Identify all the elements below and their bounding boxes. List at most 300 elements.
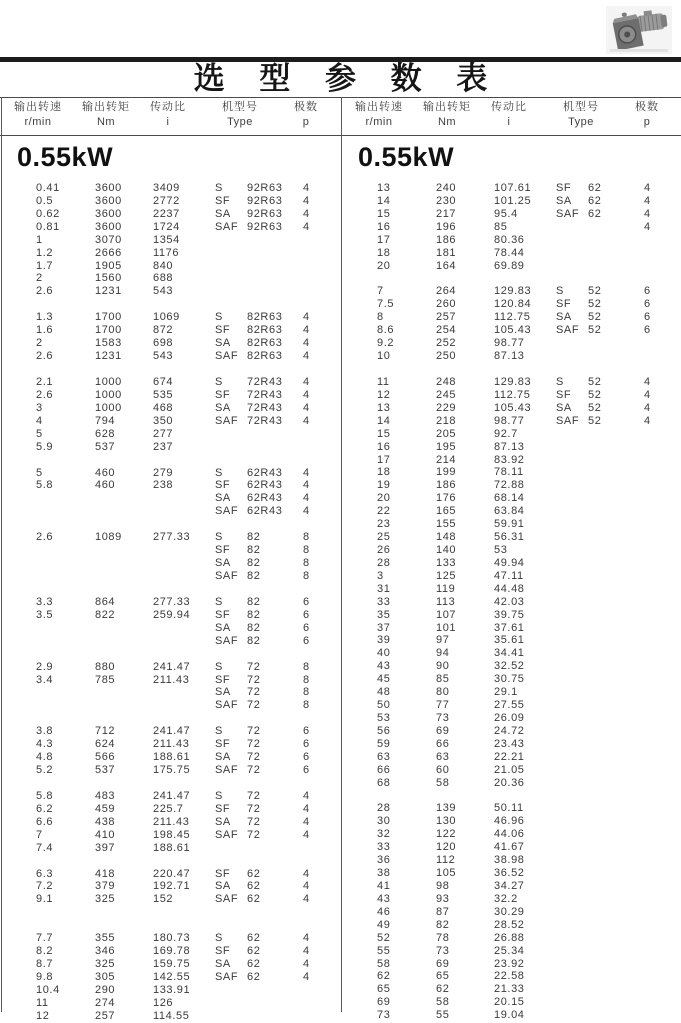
cell-torque: 864 bbox=[95, 595, 116, 608]
cell-speed: 41 bbox=[377, 880, 391, 893]
cell-speed: 8.6 bbox=[377, 324, 395, 337]
cell-speed: 19 bbox=[377, 479, 391, 492]
cell-type-prefix: S bbox=[215, 375, 223, 388]
cell-type-prefix: SAF bbox=[215, 220, 239, 233]
cell-type-model bbox=[588, 777, 644, 790]
cell-torque: 97 bbox=[436, 634, 450, 647]
table-row bbox=[0, 182, 341, 195]
cell-speed: 2.6 bbox=[36, 531, 54, 544]
cell-type-prefix: SA bbox=[215, 401, 231, 414]
cell-speed: 45 bbox=[377, 673, 391, 686]
cell-ratio: 259.94 bbox=[153, 608, 191, 621]
cell-speed: 18 bbox=[377, 466, 391, 479]
cell-speed: 5.8 bbox=[36, 789, 54, 802]
cell-speed: 17 bbox=[377, 453, 391, 466]
cell-type-model bbox=[588, 880, 644, 893]
cell-torque: 1583 bbox=[95, 337, 122, 350]
cell-torque: 257 bbox=[436, 311, 457, 324]
cell-type-model: 52 bbox=[588, 388, 602, 401]
table-row bbox=[0, 479, 341, 492]
cell-ratio: 2772 bbox=[153, 194, 180, 207]
cell-speed: 59 bbox=[377, 737, 391, 750]
cell-type-prefix: SF bbox=[215, 673, 231, 686]
cell-type-model: 82R63 bbox=[247, 324, 283, 337]
cell-type-model: 72 bbox=[247, 686, 261, 699]
cell-type-prefix: SA bbox=[556, 401, 572, 414]
cell-poles bbox=[644, 919, 674, 932]
cell-type-prefix bbox=[215, 272, 247, 285]
cell-poles bbox=[644, 777, 674, 790]
cell-torque: 120 bbox=[436, 841, 457, 854]
cell-torque: 181 bbox=[436, 246, 457, 259]
cell-poles bbox=[644, 634, 674, 647]
cell-speed: 3.5 bbox=[36, 608, 54, 621]
cell-speed: 15 bbox=[377, 427, 391, 440]
data-block bbox=[0, 661, 341, 713]
cell-poles bbox=[644, 441, 674, 454]
cell-type-model bbox=[588, 428, 644, 441]
table-row bbox=[341, 208, 681, 221]
cell-speed: 16 bbox=[377, 440, 391, 453]
table-row bbox=[341, 609, 681, 622]
cell-type-model: 62R43 bbox=[247, 466, 283, 479]
table-row bbox=[0, 311, 341, 324]
cell-type-model bbox=[588, 505, 644, 518]
cell-type-prefix bbox=[556, 764, 588, 777]
cell-type-model: 62 bbox=[247, 958, 261, 971]
cell-torque: 248 bbox=[436, 375, 457, 388]
cell-torque: 112 bbox=[436, 854, 456, 867]
cell-ratio: 26.09 bbox=[494, 711, 525, 724]
cell-speed: 7.2 bbox=[36, 880, 54, 893]
data-blocks bbox=[0, 174, 341, 1023]
cell-ratio: 25.34 bbox=[494, 944, 525, 957]
cell-torque: 230 bbox=[436, 194, 457, 207]
cell-speed bbox=[36, 622, 95, 635]
cell-torque: 1000 bbox=[95, 401, 122, 414]
cell-ratio: 241.47 bbox=[153, 789, 191, 802]
cell-type-prefix: SA bbox=[215, 751, 231, 764]
col-torque-label: 输出转矩 bbox=[423, 101, 471, 113]
cell-torque: 245 bbox=[436, 388, 457, 401]
col-torque-label: 输出转矩 bbox=[82, 101, 130, 113]
cell-speed: 6.2 bbox=[36, 802, 54, 815]
cell-ratio: 46.96 bbox=[494, 815, 525, 828]
cell-type-model bbox=[588, 686, 644, 699]
cell-ratio bbox=[153, 570, 215, 583]
cell-type-model bbox=[588, 828, 644, 841]
cell-ratio: 112.75 bbox=[494, 311, 531, 324]
table-row bbox=[0, 544, 341, 557]
table-row bbox=[341, 622, 681, 635]
table-row bbox=[0, 958, 341, 971]
cell-speed: 2.6 bbox=[36, 388, 54, 401]
table-row bbox=[0, 272, 341, 285]
cell-speed: 5 bbox=[36, 427, 43, 440]
cell-type-prefix: SA bbox=[215, 207, 231, 220]
cell-poles: 8 bbox=[303, 699, 310, 712]
col-speed-label: 输出转速 bbox=[355, 101, 403, 113]
cell-poles: 6 bbox=[303, 725, 310, 738]
cell-type-prefix bbox=[556, 544, 588, 557]
table-row bbox=[341, 324, 681, 337]
cell-ratio: 21.33 bbox=[494, 983, 525, 996]
cell-torque: 537 bbox=[95, 764, 116, 777]
cell-poles bbox=[644, 751, 674, 764]
cell-ratio: 95.4 bbox=[494, 207, 518, 220]
cell-type-prefix bbox=[556, 350, 588, 363]
cell-torque: 125 bbox=[436, 569, 457, 582]
cell-type-model bbox=[588, 557, 644, 570]
cell-speed: 1.7 bbox=[36, 259, 54, 272]
cell-poles: 4 bbox=[644, 182, 651, 194]
cell-speed: 2.9 bbox=[36, 660, 54, 673]
cell-ratio: 92.7 bbox=[494, 427, 518, 440]
cell-ratio: 68.14 bbox=[494, 492, 525, 505]
cell-speed: 48 bbox=[377, 686, 391, 699]
cell-poles: 4 bbox=[303, 220, 310, 233]
cell-poles bbox=[644, 454, 674, 467]
table-row bbox=[341, 466, 681, 479]
cell-type-model bbox=[588, 815, 644, 828]
cell-torque: 1905 bbox=[95, 259, 122, 272]
col-type-label: 机型号 bbox=[222, 101, 258, 113]
cell-speed: 1 bbox=[36, 233, 43, 246]
cell-speed: 28 bbox=[377, 802, 391, 815]
cell-speed: 37 bbox=[377, 621, 391, 634]
cell-type-model: 72 bbox=[247, 751, 261, 764]
cell-torque bbox=[95, 686, 153, 699]
cell-type-model: 52 bbox=[588, 298, 602, 311]
col-ratio-unit: i bbox=[166, 116, 170, 128]
cell-poles bbox=[644, 673, 674, 686]
cell-speed: 5.8 bbox=[36, 479, 54, 492]
cell-speed: 50 bbox=[377, 699, 391, 712]
cell-poles: 4 bbox=[303, 893, 310, 906]
cell-torque: 785 bbox=[95, 673, 116, 686]
cell-type-model: 92R63 bbox=[247, 182, 283, 194]
cell-speed: 66 bbox=[377, 763, 391, 776]
cell-type-model: 62 bbox=[247, 880, 261, 893]
table-row bbox=[341, 596, 681, 609]
cell-speed: 3.3 bbox=[36, 595, 54, 608]
cell-speed: 3 bbox=[377, 569, 384, 582]
cell-type-model bbox=[588, 841, 644, 854]
table-left-half bbox=[0, 140, 341, 1023]
cell-torque: 93 bbox=[436, 892, 450, 905]
data-block bbox=[0, 725, 341, 777]
cell-type-prefix bbox=[556, 854, 588, 867]
table-row bbox=[0, 467, 341, 480]
cell-type-model bbox=[588, 712, 644, 725]
cell-ratio: 277.33 bbox=[153, 531, 191, 544]
cell-type-model bbox=[588, 337, 644, 350]
table-row bbox=[0, 570, 341, 583]
cell-torque: 254 bbox=[436, 324, 457, 337]
cell-type-prefix bbox=[556, 622, 588, 635]
cell-poles: 4 bbox=[303, 867, 310, 880]
cell-type-model bbox=[588, 699, 644, 712]
table-row bbox=[341, 195, 681, 208]
data-block bbox=[0, 932, 341, 1022]
table-row bbox=[0, 816, 341, 829]
cell-torque: 195 bbox=[436, 440, 457, 453]
cell-poles bbox=[644, 712, 674, 725]
col-speed-label: 输出转速 bbox=[14, 101, 62, 113]
table-row bbox=[341, 751, 681, 764]
cell-speed: 46 bbox=[377, 905, 391, 918]
cell-speed: 43 bbox=[377, 660, 391, 673]
table-row bbox=[341, 906, 681, 919]
cell-speed: 58 bbox=[377, 957, 391, 970]
cell-poles bbox=[644, 337, 674, 350]
cell-type-prefix: SA bbox=[215, 337, 231, 350]
cell-poles: 8 bbox=[303, 673, 310, 686]
cell-ratio: 112.75 bbox=[494, 388, 531, 401]
cell-type-prefix bbox=[215, 997, 247, 1010]
data-block bbox=[0, 868, 341, 907]
cell-ratio: 30.29 bbox=[494, 905, 525, 918]
table-row bbox=[0, 622, 341, 635]
cell-type-model: 82 bbox=[247, 544, 261, 557]
cell-speed: 18 bbox=[377, 246, 391, 259]
table-row bbox=[341, 260, 681, 273]
cell-speed: 8 bbox=[377, 311, 384, 324]
cell-speed: 13 bbox=[377, 401, 391, 414]
cell-speed: 49 bbox=[377, 918, 391, 931]
cell-ratio: 238 bbox=[153, 479, 174, 492]
col-type-label: 机型号 bbox=[563, 101, 599, 113]
cell-ratio: 78.44 bbox=[494, 246, 525, 259]
cell-poles: 4 bbox=[303, 932, 310, 945]
cell-torque: 199 bbox=[436, 466, 457, 479]
cell-ratio bbox=[153, 622, 215, 635]
cell-poles bbox=[644, 660, 674, 673]
cell-poles bbox=[644, 570, 674, 583]
cell-poles bbox=[644, 557, 674, 570]
cell-poles bbox=[644, 893, 674, 906]
cell-poles: 6 bbox=[644, 298, 651, 311]
cell-poles bbox=[644, 234, 674, 247]
cell-poles: 4 bbox=[303, 479, 310, 492]
col-poles bbox=[621, 100, 673, 134]
cell-type-prefix bbox=[556, 441, 588, 454]
cell-torque bbox=[95, 557, 153, 570]
cell-torque: 62 bbox=[436, 983, 450, 996]
cell-speed bbox=[36, 505, 95, 518]
table-right-half bbox=[341, 140, 681, 1022]
cell-ratio: 30.75 bbox=[494, 673, 525, 686]
cell-poles: 4 bbox=[303, 207, 310, 220]
cell-poles bbox=[303, 428, 333, 441]
cell-speed: 4 bbox=[36, 414, 43, 427]
cell-ratio: 188.61 bbox=[153, 751, 191, 764]
cell-poles bbox=[303, 1010, 333, 1023]
cell-speed: 0.62 bbox=[36, 207, 60, 220]
cell-poles: 4 bbox=[303, 815, 310, 828]
cell-ratio: 22.21 bbox=[494, 750, 525, 763]
table-row bbox=[341, 285, 681, 298]
cell-type-model bbox=[588, 919, 644, 932]
cell-poles bbox=[644, 247, 674, 260]
cell-speed: 31 bbox=[377, 582, 391, 595]
cell-torque: 460 bbox=[95, 479, 116, 492]
cell-ratio: 211.43 bbox=[153, 738, 190, 751]
col-torque bbox=[76, 100, 136, 134]
cell-type-model: 62 bbox=[588, 194, 602, 207]
col-ratio-unit: i bbox=[507, 116, 511, 128]
table-row bbox=[341, 958, 681, 971]
cell-type-model: 52 bbox=[588, 285, 602, 298]
cell-type-prefix: S bbox=[215, 595, 223, 608]
cell-type-model bbox=[247, 997, 303, 1010]
cell-poles bbox=[644, 583, 674, 596]
col-speed bbox=[0, 100, 76, 134]
cell-type-model bbox=[247, 272, 303, 285]
cell-torque: 148 bbox=[436, 531, 457, 544]
cell-type-prefix bbox=[556, 247, 588, 260]
cell-torque bbox=[95, 505, 153, 518]
cell-type-model bbox=[247, 260, 303, 273]
table-row bbox=[0, 324, 341, 337]
cell-ratio: 1354 bbox=[153, 233, 180, 246]
cell-ratio: 72.88 bbox=[494, 479, 525, 492]
cell-poles: 4 bbox=[303, 194, 310, 207]
table-row bbox=[341, 221, 681, 234]
cell-torque: 410 bbox=[95, 828, 116, 841]
cell-type-prefix bbox=[215, 441, 247, 454]
cell-type-prefix bbox=[215, 260, 247, 273]
cell-poles bbox=[644, 544, 674, 557]
cell-type-model: 72 bbox=[247, 725, 261, 738]
cell-speed: 32 bbox=[377, 828, 391, 841]
cell-type-prefix bbox=[556, 712, 588, 725]
cell-type-prefix: SA bbox=[215, 880, 231, 893]
cell-type-prefix: SA bbox=[215, 621, 231, 634]
cell-speed: 12 bbox=[377, 388, 391, 401]
data-block bbox=[0, 182, 341, 298]
cell-type-model: 82 bbox=[247, 595, 261, 608]
cell-ratio bbox=[153, 505, 215, 518]
cell-ratio: 50.11 bbox=[494, 802, 524, 815]
cell-poles: 4 bbox=[644, 401, 651, 414]
cell-type-prefix: SF bbox=[215, 802, 231, 815]
cell-poles: 6 bbox=[303, 751, 310, 764]
cell-poles: 4 bbox=[303, 311, 310, 324]
cell-type-model bbox=[588, 738, 644, 751]
cell-type-prefix: S bbox=[215, 789, 223, 802]
table-row bbox=[0, 868, 341, 881]
column-header-right bbox=[341, 100, 681, 134]
cell-speed: 7 bbox=[377, 285, 384, 298]
cell-type-prefix: S bbox=[215, 660, 223, 673]
cell-speed: 38 bbox=[377, 867, 391, 880]
cell-type-prefix bbox=[556, 337, 588, 350]
cell-torque bbox=[95, 492, 153, 505]
table-row bbox=[341, 893, 681, 906]
cell-ratio: 32.2 bbox=[494, 892, 518, 905]
cell-poles: 4 bbox=[303, 789, 310, 802]
cell-type-prefix bbox=[556, 699, 588, 712]
cell-torque: 2666 bbox=[95, 246, 122, 259]
cell-torque: 460 bbox=[95, 466, 116, 479]
cell-poles: 6 bbox=[644, 311, 651, 324]
cell-ratio bbox=[153, 492, 215, 505]
cell-speed: 9.2 bbox=[377, 337, 395, 350]
cell-type-model: 82R63 bbox=[247, 350, 283, 363]
cell-type-prefix bbox=[556, 260, 588, 273]
cell-ratio: 34.41 bbox=[494, 647, 525, 660]
table-row bbox=[341, 725, 681, 738]
cell-type-model: 62 bbox=[247, 945, 261, 958]
cell-poles bbox=[644, 466, 674, 479]
cell-type-model: 82R63 bbox=[247, 311, 283, 324]
cell-torque: 58 bbox=[436, 996, 450, 1009]
cell-type-model bbox=[247, 984, 303, 997]
cell-ratio: 59.91 bbox=[494, 518, 525, 531]
cell-type-model bbox=[588, 260, 644, 273]
cell-torque: 78 bbox=[436, 931, 450, 944]
cell-poles bbox=[644, 958, 674, 971]
cell-type-prefix: SA bbox=[215, 958, 231, 971]
cell-ratio: 98.77 bbox=[494, 337, 525, 350]
cell-poles bbox=[303, 984, 333, 997]
cell-poles: 8 bbox=[303, 557, 310, 570]
cell-ratio: 120.84 bbox=[494, 298, 532, 311]
cell-torque: 880 bbox=[95, 660, 116, 673]
cell-poles: 4 bbox=[644, 207, 651, 220]
cell-ratio: 101.25 bbox=[494, 194, 532, 207]
cell-poles bbox=[644, 492, 674, 505]
table-row bbox=[341, 828, 681, 841]
cell-type-prefix bbox=[556, 557, 588, 570]
cell-poles bbox=[644, 647, 674, 660]
cell-ratio: 840 bbox=[153, 259, 174, 272]
cell-type-model bbox=[588, 751, 644, 764]
cell-speed: 0.81 bbox=[36, 220, 60, 233]
cell-poles bbox=[644, 428, 674, 441]
cell-ratio: 133.91 bbox=[153, 984, 191, 997]
cell-type-model: 72 bbox=[247, 789, 261, 802]
cell-ratio bbox=[153, 557, 215, 570]
cell-speed: 4.3 bbox=[36, 738, 54, 751]
table-row bbox=[0, 415, 341, 428]
cell-torque: 107 bbox=[436, 608, 457, 621]
cell-type-model: 62 bbox=[588, 207, 602, 220]
table-row bbox=[0, 997, 341, 1010]
cell-torque: 305 bbox=[95, 971, 116, 984]
cell-speed: 35 bbox=[377, 608, 391, 621]
cell-poles bbox=[644, 932, 674, 945]
power-heading: 0.55kW bbox=[358, 142, 455, 172]
cell-speed: 33 bbox=[377, 595, 391, 608]
cell-type-model: 82 bbox=[247, 557, 261, 570]
table-row bbox=[341, 919, 681, 932]
cell-torque: 205 bbox=[436, 427, 457, 440]
cell-ratio: 159.75 bbox=[153, 958, 191, 971]
cell-type-model bbox=[588, 945, 644, 958]
cell-torque: 3600 bbox=[95, 220, 122, 233]
cell-poles bbox=[644, 622, 674, 635]
cell-type-model: 62R43 bbox=[247, 492, 283, 505]
cell-poles: 4 bbox=[303, 337, 310, 350]
cell-torque: 218 bbox=[436, 414, 457, 427]
cell-speed: 12 bbox=[36, 1009, 50, 1022]
cell-type-prefix: SF bbox=[215, 479, 231, 492]
cell-torque: 3600 bbox=[95, 182, 122, 194]
cell-type-model bbox=[588, 583, 644, 596]
cell-type-prefix: SF bbox=[215, 608, 231, 621]
